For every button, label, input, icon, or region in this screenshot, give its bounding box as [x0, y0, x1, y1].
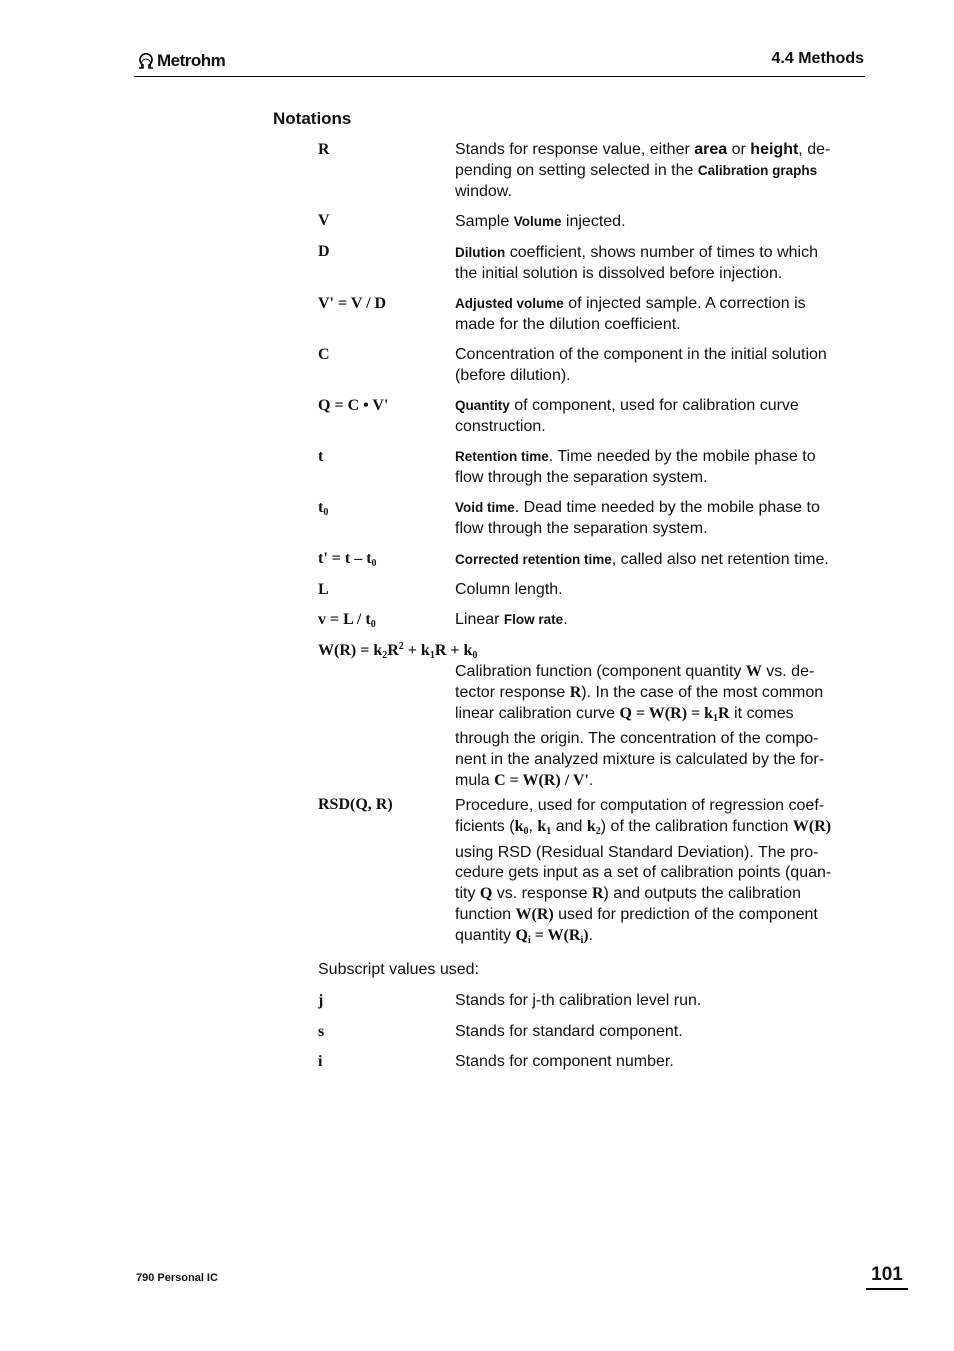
desc-d: Dilution coefficient, shows number of times to which the initial solution is dissolved before injection. — [455, 244, 818, 282]
term-calibration-function: $W(R) = k_2R^2 + k_1R + k_0$ — [318, 641, 478, 661]
desc-l: Column length. — [455, 581, 563, 598]
term-t0: $t_0$ — [318, 499, 329, 518]
term-flow-rate: $v = L / t_0$ — [318, 611, 376, 630]
subscript-desc: Stands for component number. — [455, 1053, 674, 1070]
term-r: R — [318, 141, 330, 158]
desc-t-prime: Corrected retention time, called also net retention time. — [455, 551, 829, 568]
desc-c: Concentration of the component in the initial solution (before dilution). — [455, 346, 827, 384]
term-quantity: Q = C • V' — [318, 397, 389, 414]
term-c: C — [318, 346, 330, 363]
subscript-term: i — [318, 1053, 323, 1070]
subscript-term: j — [318, 992, 324, 1009]
term-t: t — [318, 448, 324, 465]
desc-t: Retention time. Time needed by the mobile phase to flow through the separation system. — [455, 448, 816, 486]
metrohm-logo — [136, 50, 225, 72]
notations-heading: Notations — [273, 109, 352, 128]
term-l: L — [318, 581, 329, 598]
desc-calibration-function: Calibration function (component quantity W vs. de- tector response R). In the case of the most common linear calibration curve $Q = W(R) = k_1R$ it comes through the origin. The concentration of the compo- nent in the analyzed mixture is calculated by the for- mula C = W(R) / V'. — [455, 663, 825, 789]
header-divider — [134, 76, 865, 77]
desc-adjusted-volume: Adjusted volume of injected sample. A correction is made for the dilution coefficient. — [455, 295, 806, 333]
section-title: 4.4 Methods — [771, 50, 864, 67]
term-rsd: RSD(Q, R) — [318, 796, 393, 813]
desc-rsd: Procedure, used for computation of regression coef- ficients ($k_0$, $k_1$ and $k_2$) of the calibration function W(R) using RSD (Residual Standard Deviation). The pro- cedure gets input as a set of calibration points (quan- tity Q vs. response R) and outputs the calibration function W(R) used for prediction of the component quantity $Q_i = W(R_i)$. — [455, 797, 832, 946]
logo-text: Metrohm — [157, 51, 226, 70]
omega-logo-icon — [136, 52, 156, 70]
desc-t0: Void time. Dead time needed by the mobile phase to flow through the separation system. — [455, 499, 820, 537]
subscript-intro: Subscript values used: — [318, 961, 479, 978]
subscript-desc: Stands for j-th calibration level run. — [455, 992, 702, 1009]
term-v: V — [318, 212, 330, 229]
term-t-prime: $t' = t - t_0$ — [318, 550, 377, 569]
desc-quantity: Quantity of component, used for calibration curve construction. — [455, 397, 799, 435]
term-adjusted-volume: V' = V / D — [318, 295, 387, 312]
product-name: 790 Personal IC — [136, 1272, 218, 1284]
page-number: 101 — [866, 1264, 908, 1290]
desc-v: Sample Volume injected. — [455, 213, 626, 230]
subscript-desc: Stands for standard component. — [455, 1023, 683, 1040]
subscript-term: s — [318, 1023, 325, 1040]
term-d: D — [318, 243, 330, 260]
desc-r: Stands for response value, either area or height, de- pending on setting selected in the Calibration graphs window. — [455, 141, 831, 200]
desc-flow-rate: Linear Flow rate. — [455, 611, 568, 628]
